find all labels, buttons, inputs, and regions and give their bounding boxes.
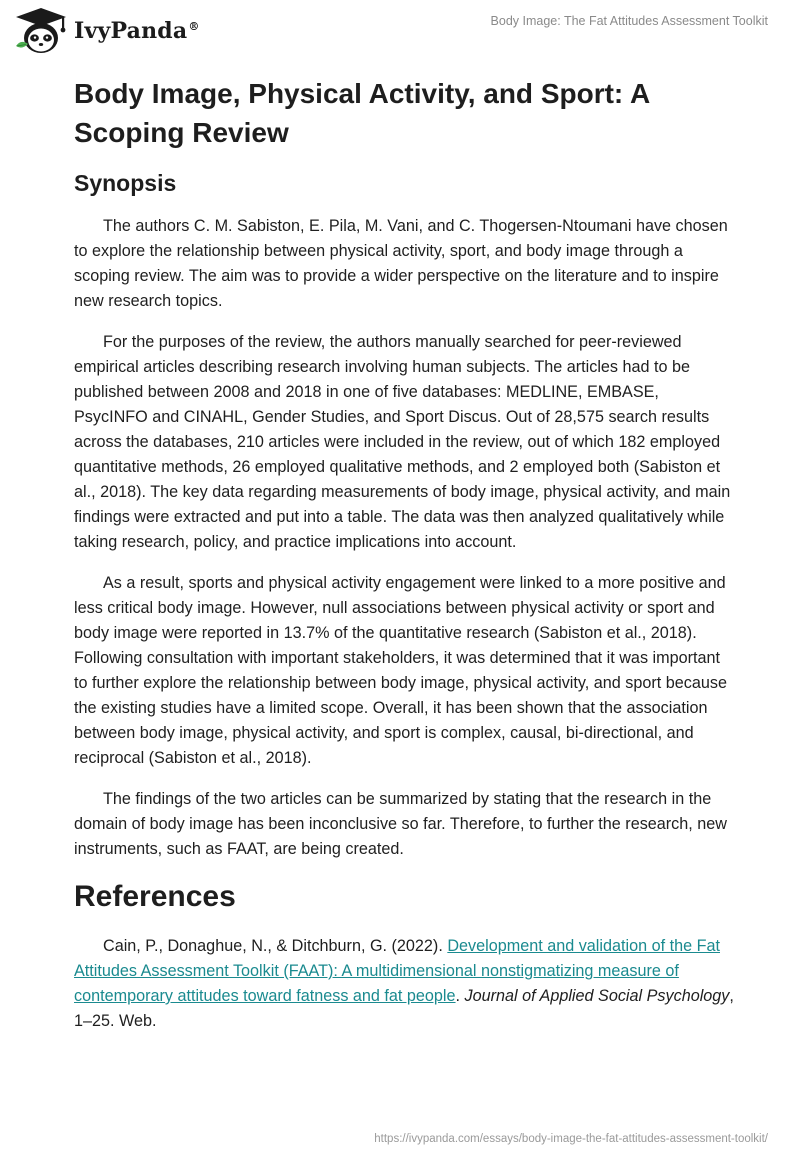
synopsis-paragraph-4: The findings of the two articles can be summarized by stating that the research in the domain of body image has been inconclusive so far. Therefore, to further the research, new instruments, such as FAAT, are being created. [74,790,727,858]
article-body [74,74,734,1050]
ivypanda-logo[interactable] [12,6,200,56]
reference-authors: Cain, P., Donaghue, N., & Ditchburn, G. (2022). [103,937,448,955]
article-title: Body Image, Physical Activity, and Sport: A Scoping Review [74,78,650,148]
synopsis-paragraph-1: The authors C. M. Sabiston, E. Pila, M. Vani, and C. Thogersen-Ntoumani have chosen to explore the relationship between physical activity, sport, and body image through a scoping review. The aim was to provide a wider perspective on the literature and to inspire new research topics. [74,217,728,310]
references-heading: References [74,880,236,913]
synopsis-paragraph-2: For the purposes of the review, the authors manually searched for peer-reviewed empirical articles describing research involving human subjects. The articles had to be published between 2008 and 2018 in one of five databases: MEDLINE, EMBASE, PsycINFO and CINAHL, Gender Studies, and Sport Discus. Out of 28,575 search results across the databases, 210 articles were included in the review, out of which 182 employed quantitative methods, 26 employed qualitative methods, and 2 employed both (Sabiston et al., 2018). The key data regarding measurements of body image, physical activity, and main findings were extracted and put into a table. The data was then analyzed qualitatively while taking research, policy, and practice implications into account. [74,333,731,551]
panda-graduate-icon [12,6,70,56]
reference-after-link: . [455,987,465,1005]
reference-tail: , 1–25. Web. [74,987,734,1030]
brand-name: IvyPanda® [74,18,200,44]
synopsis-heading: Synopsis [74,170,177,196]
synopsis-paragraph-3: As a result, sports and physical activity engagement were linked to a more positive and less critical body image. However, null associations between physical activity or sport and body image were reported in 13.7% of the quantitative research (Sabiston et al., 2018). Following consultation with important stakeholders, it was determined that it was important to further explore the relationship between body image, physical activity, and sport because the existing studies have a limited scope. Overall, it has been shown that the association between body image, physical activity, and sport is complex, causal, bi-directional, and reciprocal (Sabiston et al., 2018). [74,574,727,767]
source-url: https://ivypanda.com/essays/body-image-the-fat-attitudes-assessment-toolkit/ [374,1133,768,1145]
running-title: Body Image: The Fat Attitudes Assessment Toolkit [490,14,768,28]
reference-journal: Journal of Applied Social Psychology [464,987,730,1005]
reference-entry [74,934,734,1034]
page-header [0,0,800,62]
reference-link[interactable]: Development and validation of the Fat Attitudes Assessment Toolkit (FAAT): A multidimensional nonstigmatizing measure of contemporary attitudes toward fatness and fat people [74,937,720,1005]
